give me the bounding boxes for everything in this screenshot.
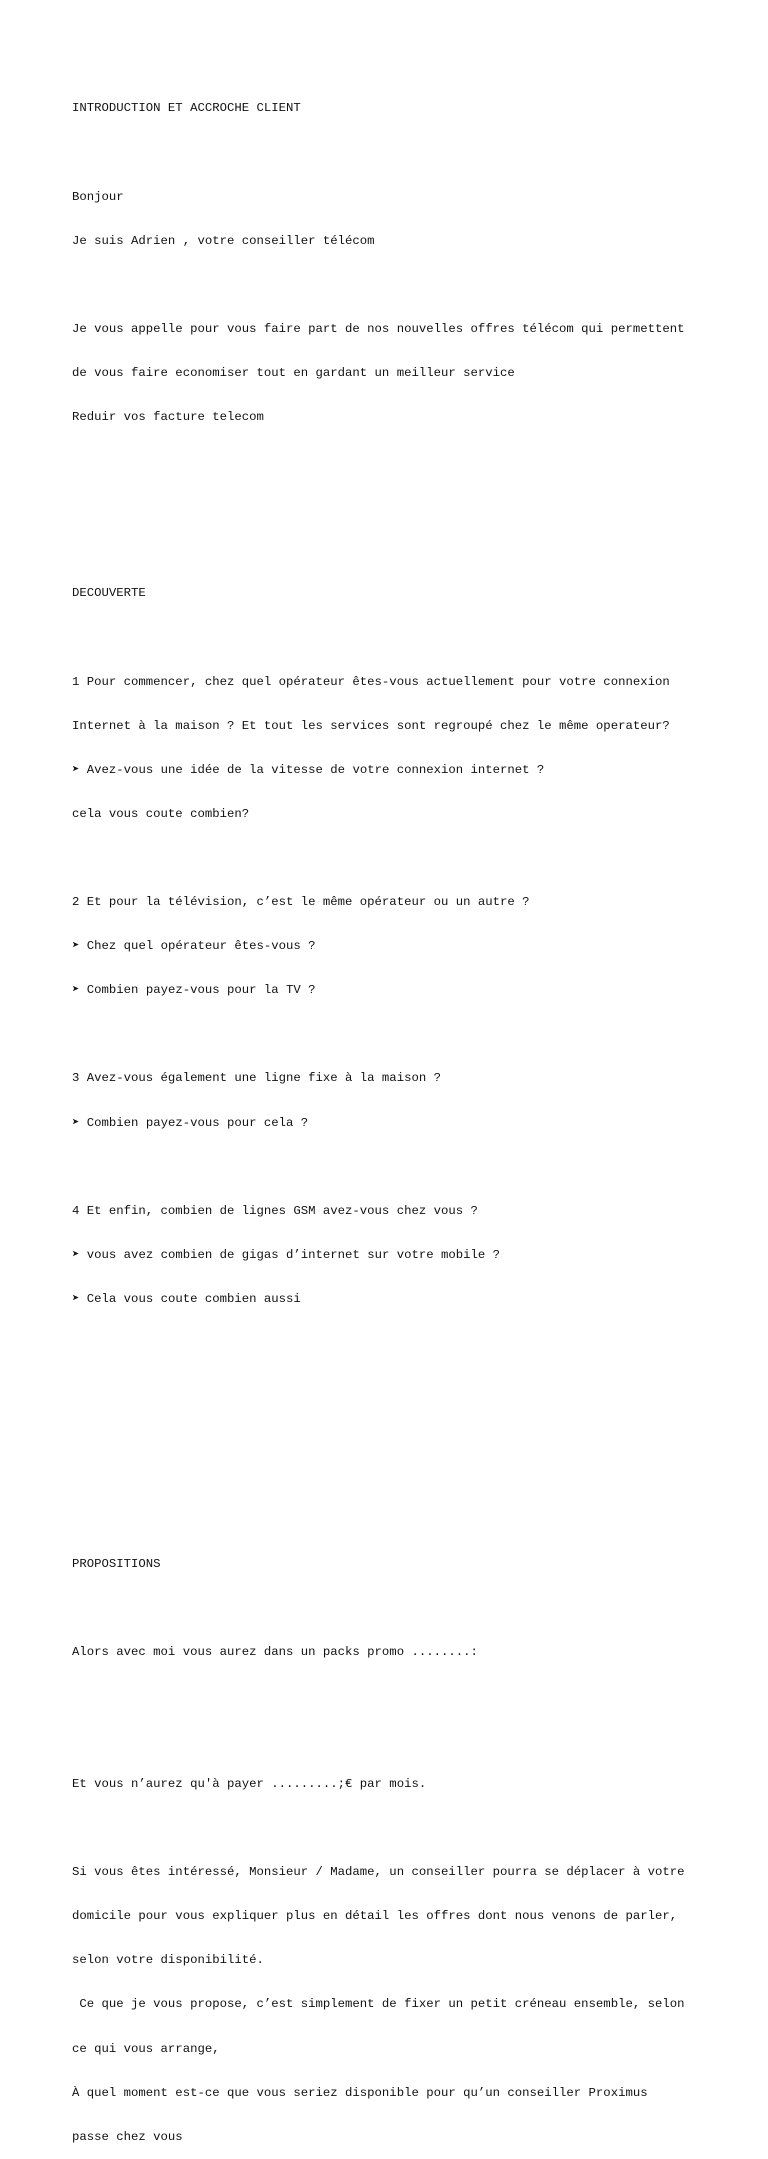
- blank-line: [72, 1689, 732, 1704]
- blank-line: [72, 1733, 732, 1748]
- closing-text-line: Ce que je vous propose, c’est simplement de fixer un petit créneau ensemble, selon: [72, 1997, 685, 2012]
- presentation-text: Je suis Adrien , votre conseiller télécom: [72, 233, 375, 248]
- question-line: ➤ Combien payez-vous pour cela ?: [72, 1115, 309, 1130]
- blank-line: [72, 454, 732, 469]
- closing-text-line: passe chez vous: [72, 2129, 183, 2144]
- price-text: Et vous n’aurez qu'à payer .........;€ par mois.: [72, 1776, 427, 1791]
- question-line: ➤ vous avez combien de gigas d’internet sur votre mobile ?: [72, 1247, 501, 1262]
- closing-text-line: selon votre disponibilité.: [72, 1953, 264, 1968]
- blank-line: [72, 1512, 732, 1527]
- section-heading-discovery: DECOUVERTE: [72, 586, 146, 601]
- blank-line: [72, 1468, 732, 1483]
- question-line: 3 Avez-vous également une ligne fixe à la maison ?: [72, 1071, 441, 1086]
- blank-line: [72, 542, 732, 557]
- offer-text: Alors avec moi vous aurez dans un packs promo ........:: [72, 1644, 478, 1659]
- blank-line: [72, 1027, 732, 1042]
- section-heading-introduction: INTRODUCTION ET ACCROCHE CLIENT: [72, 101, 301, 116]
- closing-text-line: Si vous êtes intéressé, Monsieur / Madame, un conseiller pourra se déplacer à votre: [72, 1865, 685, 1880]
- pitch-text-line: Je vous appelle pour vous faire part de nos nouvelles offres télécom qui permettent: [72, 321, 685, 336]
- closing-text-line: À quel moment est-ce que vous seriez disponible pour qu’un conseiller Proximus: [72, 2085, 648, 2100]
- question-line: Internet à la maison ? Et tout les services sont regroupé chez le même operateur?: [72, 718, 670, 733]
- question-line: ➤ Avez-vous une idée de la vitesse de votre connexion internet ?: [72, 762, 545, 777]
- question-line: ➤ Combien payez-vous pour la TV ?: [72, 983, 316, 998]
- section-heading-propositions: PROPOSITIONS: [72, 1556, 161, 1571]
- question-line: 1 Pour commencer, chez quel opérateur êtes-vous actuellement pour votre connexion: [72, 674, 670, 689]
- question-line: ➤ Cela vous coute combien aussi: [72, 1291, 301, 1306]
- blank-line: [72, 1160, 732, 1175]
- question-line: ➤ Chez quel opérateur êtes-vous ?: [72, 939, 316, 954]
- document-page: [72, 72, 732, 2159]
- closing-text-line: ce qui vous arrange,: [72, 2041, 220, 2056]
- blank-line: [72, 1424, 732, 1439]
- pitch-text-line: de vous faire economiser tout en gardant un meilleur service: [72, 365, 515, 380]
- blank-line: [72, 1601, 732, 1616]
- closing-text-line: domicile pour vous expliquer plus en détail les offres dont nous venons de parler,: [72, 1909, 678, 1924]
- blank-line: [72, 1821, 732, 1836]
- blank-line: [72, 851, 732, 866]
- blank-line: [72, 631, 732, 646]
- blank-line: [72, 146, 732, 161]
- blank-line: [72, 498, 732, 513]
- blank-line: [72, 1380, 732, 1395]
- greeting-text: Bonjour: [72, 189, 124, 204]
- question-line: cela vous coute combien?: [72, 806, 250, 821]
- question-line: 2 Et pour la télévision, c’est le même opérateur ou un autre ?: [72, 895, 530, 910]
- pitch-text-line: Reduir vos facture telecom: [72, 410, 264, 425]
- blank-line: [72, 1336, 732, 1351]
- question-line: 4 Et enfin, combien de lignes GSM avez-vous chez vous ?: [72, 1203, 478, 1218]
- blank-line: [72, 278, 732, 293]
